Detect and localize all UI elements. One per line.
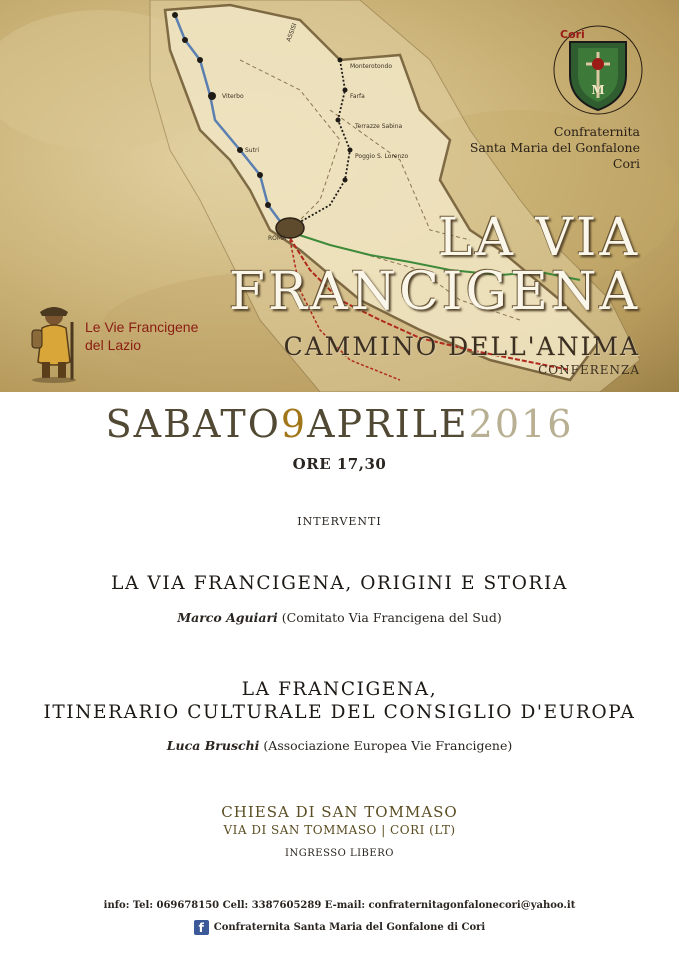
speaker-name: Luca Bruschi [166, 738, 260, 753]
talk-title: LA VIA FRANCIGENA, ORIGINI E STORIA [111, 573, 568, 594]
brotherhood-name-line: Santa Maria del Gonfalone [469, 140, 640, 155]
event-type: CONFERENZA [538, 363, 640, 377]
map-label: Viterbo [222, 93, 244, 100]
map-label: ROMA [268, 235, 287, 242]
talk-speaker [0, 738, 679, 753]
venue-address: VIA DI SAN TOMMASO | CORI (LT) [223, 823, 456, 837]
date-month: APRILE [307, 402, 469, 446]
entry-note: INGRESSO LIBERO [285, 848, 394, 859]
brotherhood-name-line: Cori [612, 156, 640, 171]
facebook-icon: f [194, 920, 209, 935]
speaker-affiliation: (Comitato Via Francigena del Sud) [281, 610, 502, 625]
event-subtitle: CAMMINO DELL'ANIMA [283, 332, 640, 361]
map-banner [0, 0, 679, 392]
talk-speaker [0, 610, 679, 625]
brotherhood-short-name: Cori [560, 28, 585, 41]
region-label-line: del Lazio [85, 337, 142, 353]
map-label: Monterotondo [350, 63, 393, 70]
talk-title: ITINERARIO CULTURALE DEL CONSIGLIO D'EUROPA [43, 702, 636, 723]
date-weekday: SABATO [105, 402, 281, 446]
pilgrim-icon [22, 302, 84, 384]
event-time: ORE 17,30 [292, 455, 387, 473]
map-label: ASSISI [285, 22, 299, 43]
map-label: Terrazze Sabina [355, 123, 403, 130]
map-label: Poggio S. Lorenzo [355, 153, 409, 160]
event-title-line: FRANCIGENA [228, 262, 640, 322]
speakers-heading: INTERVENTI [297, 515, 382, 528]
region-label [85, 318, 198, 354]
date-day: 9 [280, 402, 308, 446]
facebook-page-name: Confraternita Santa Maria del Gonfalone di Cori [213, 922, 486, 933]
speaker-affiliation: (Associazione Europea Vie Francigene) [263, 738, 513, 753]
brotherhood-name [430, 124, 640, 172]
map-label: Farfa [350, 93, 365, 100]
date-year: 2016 [468, 402, 574, 446]
brotherhood-name-line: Confraternita [553, 124, 640, 139]
svg-text:M: M [591, 83, 605, 97]
event-title-line: LA VIA [437, 208, 640, 268]
map-label: Sutri [245, 147, 260, 154]
venue-name: CHIESA DI SAN TOMMASO [221, 803, 458, 821]
region-label-line: Le Vie Francigene [85, 319, 199, 335]
event-date [0, 402, 679, 446]
facebook-page-link[interactable] [0, 920, 679, 935]
talk-title: LA FRANCIGENA, [241, 679, 438, 700]
speaker-name: Marco Aguiari [177, 610, 278, 625]
contact-info: info: Tel: 069678150 Cell: 3387605289 E-mail: confraternitagonfalonecori@yahoo.it [103, 900, 576, 911]
